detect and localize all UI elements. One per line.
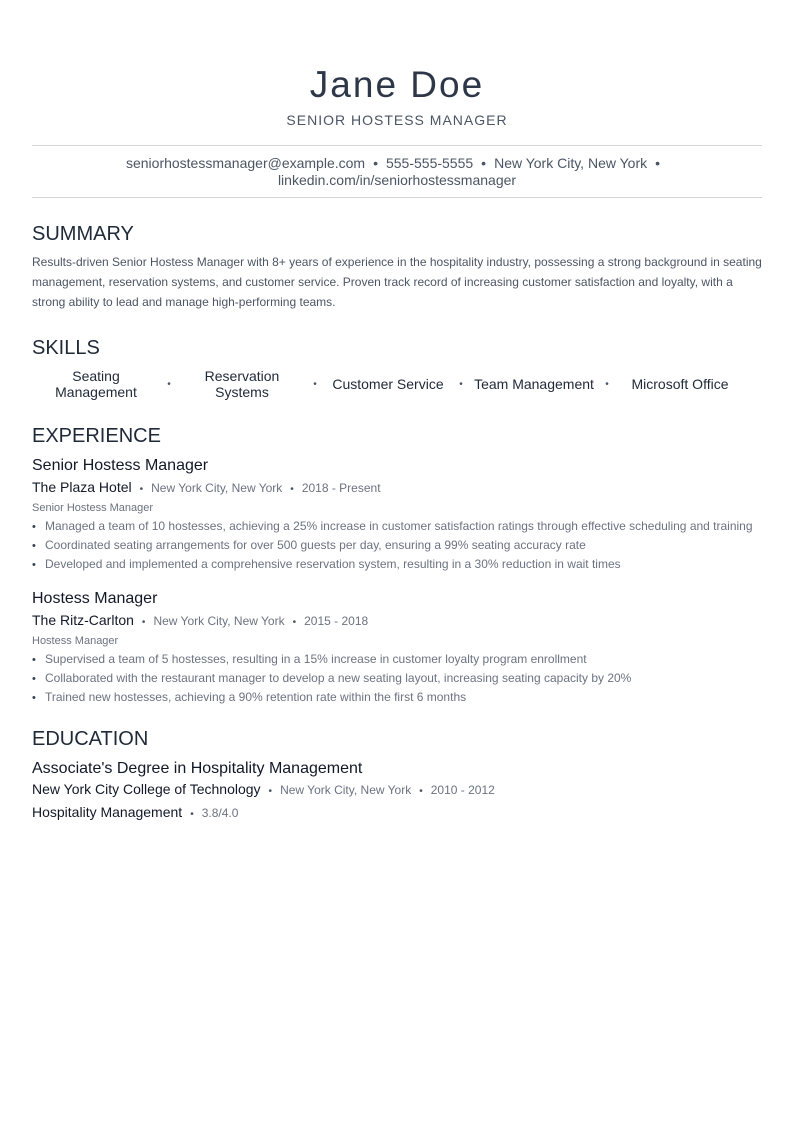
contact-separator: • [481, 155, 487, 171]
skills-heading: SKILLS [32, 337, 100, 359]
job-role: Senior Hostess Manager [32, 502, 154, 514]
meta-separator: • [290, 484, 294, 495]
education-gpa: 3.8/4.0 [201, 806, 239, 820]
meta-separator: • [268, 786, 273, 797]
meta-separator: • [141, 617, 146, 628]
job-location: New York City, New York [153, 614, 285, 628]
job-entry [32, 589, 762, 707]
job-achievements [32, 517, 762, 574]
achievement-item: • Coordinated seating arrangements for over 500 guests per day, ensuring a 99% seating accuracy rate [32, 536, 762, 555]
contact-location: New York City, New York [494, 155, 648, 171]
education-heading: EDUCATION [32, 728, 149, 750]
skill-item: Customer Service [332, 376, 444, 392]
education-school-line [32, 779, 762, 802]
job-achievements [32, 650, 762, 707]
skill-item: Seating Management [55, 368, 137, 400]
skill-separator: • [459, 378, 463, 390]
summary-text: Results-driven Senior Hostess Manager with 8+ years of experience in the hospitality industry, possessing a strong background in seating management, reservation systems, and customer service. Proven track record of increasing customer satisfaction and loyalty, with a strong ability to lead and manage high-performing teams. [32, 255, 762, 309]
candidate-name: Jane Doe [309, 64, 485, 105]
meta-separator: • [139, 484, 144, 495]
education-location: New York City, New York [280, 783, 412, 797]
skill-item: Reservation Systems [204, 368, 280, 400]
job-role: Hostess Manager [32, 635, 119, 647]
skill-separator: • [167, 378, 171, 390]
job-dates: 2018 - Present [301, 481, 381, 495]
job-entry [32, 456, 762, 574]
achievement-item: • Developed and implemented a comprehensive reservation system, resulting in a 30% reduction in wait times [32, 555, 762, 574]
job-company: The Ritz-Carlton [32, 612, 134, 628]
meta-separator: • [190, 809, 194, 820]
education-dates: 2010 - 2012 [430, 783, 495, 797]
experience-heading: EXPERIENCE [32, 425, 161, 447]
job-title: Senior Hostess Manager [32, 457, 209, 474]
skills-section [32, 336, 762, 400]
job-company: The Plaza Hotel [32, 479, 132, 495]
job-location: New York City, New York [151, 481, 283, 495]
contact-separator: • [373, 155, 378, 171]
contact-phone[interactable]: 555-555-5555 [385, 155, 474, 171]
job-title: Hostess Manager [32, 590, 158, 607]
achievement-item: • Managed a team of 10 hostesses, achieving a 25% increase in customer satisfaction ratings through effective scheduling and training [32, 517, 762, 536]
candidate-role: SENIOR HOSTESS MANAGER [286, 112, 508, 128]
achievement-item: • Collaborated with the restaurant manager to develop a new seating layout, increasing seating capacity by 20% [32, 669, 762, 688]
skills-list [32, 368, 762, 400]
job-meta [32, 611, 762, 632]
resume-header [32, 0, 762, 129]
achievement-item: • Supervised a team of 5 hostesses, resulting in a 15% increase in customer loyalty program enrollment [32, 650, 762, 669]
contact-separator: • [655, 155, 661, 171]
experience-section [32, 424, 762, 707]
contact-email[interactable]: seniorhostessmanager@example.com [125, 155, 366, 171]
contact-bar [32, 145, 762, 198]
summary-section [32, 222, 762, 312]
meta-separator: • [419, 786, 423, 797]
contact-linkedin[interactable]: linkedin.com/in/seniorhostessmanager [277, 172, 517, 188]
education-school: New York City College of Technology [32, 781, 261, 797]
skill-separator: • [605, 378, 609, 390]
skill-item: Team Management [474, 376, 594, 392]
achievement-item: • Trained new hostesses, achieving a 90% retention rate within the first 6 months [32, 688, 762, 707]
education-field-line [32, 802, 762, 825]
job-meta [32, 478, 762, 499]
education-field: Hospitality Management [32, 804, 183, 820]
skill-item: Microsoft Office [631, 376, 729, 392]
education-degree: Associate's Degree in Hospitality Management [32, 760, 363, 777]
skill-separator: • [313, 378, 317, 390]
education-section [32, 727, 762, 825]
summary-heading: SUMMARY [32, 223, 134, 245]
meta-separator: • [292, 617, 297, 628]
job-dates: 2015 - 2018 [304, 614, 369, 628]
